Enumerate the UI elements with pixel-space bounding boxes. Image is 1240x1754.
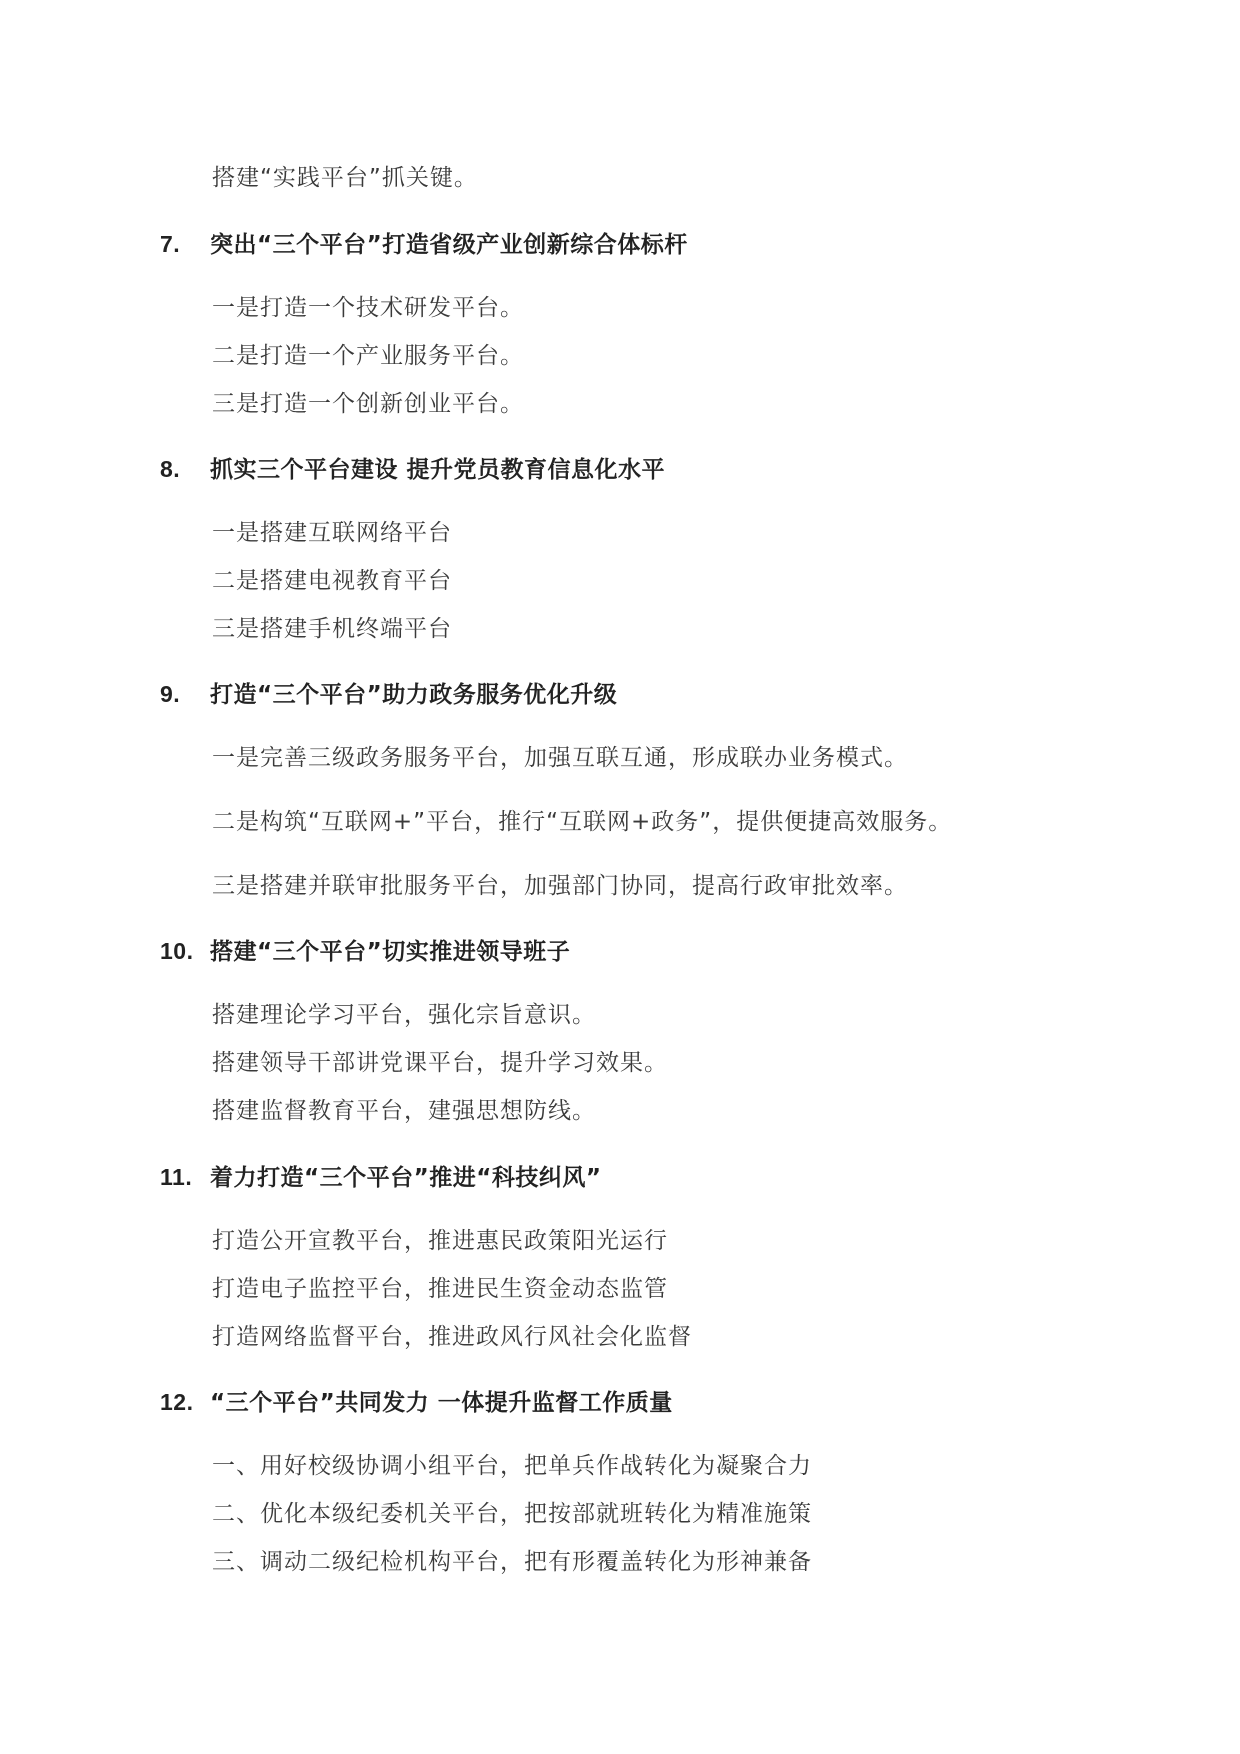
body-line: 搭建领导干部讲党课平台，提升学习效果。: [212, 1050, 668, 1076]
body-line: 三、调动二级纪检机构平台，把有形覆盖转化为形神兼备: [212, 1549, 812, 1575]
body-line: 搭建“实践平台”抓关键。: [212, 165, 478, 191]
body-line: 三是打造一个创新创业平台。: [212, 391, 524, 417]
section-title: “三个平台”共同发力 一体提升监督工作质量: [210, 1390, 673, 1416]
body-line: 一、用好校级协调小组平台，把单兵作战转化为凝聚合力: [212, 1453, 812, 1479]
section-heading: [160, 679, 617, 710]
body-line: 打造公开宣教平台，推进惠民政策阳光运行: [212, 1228, 668, 1254]
body-line: 二是构筑“互联网+”平台，推行“互联网+政务”，提供便捷高效服务。: [212, 809, 953, 835]
body-line: 二是打造一个产业服务平台。: [212, 343, 524, 369]
body-line: 一是打造一个技术研发平台。: [212, 295, 524, 321]
section-heading: [160, 1387, 673, 1418]
section-number: 9.: [160, 681, 181, 707]
section-heading: [160, 229, 688, 260]
body-line: 三是搭建手机终端平台: [212, 616, 452, 642]
section-heading: [160, 454, 665, 485]
body-line: 搭建监督教育平台，建强思想防线。: [212, 1098, 596, 1124]
section-heading: [160, 936, 570, 967]
section-number: 11.: [160, 1164, 193, 1190]
body-line: 二是搭建电视教育平台: [212, 568, 452, 594]
section-number: 10.: [160, 938, 194, 964]
section-heading: [160, 1162, 601, 1193]
body-line: 打造网络监督平台，推进政风行风社会化监督: [212, 1324, 692, 1350]
body-line: 二、优化本级纪委机关平台，把按部就班转化为精准施策: [212, 1501, 812, 1527]
section-title: 打造“三个平台”助力政务服务优化升级: [210, 682, 618, 708]
section-number: 12.: [160, 1389, 194, 1415]
body-line: 打造电子监控平台，推进民生资金动态监管: [212, 1276, 668, 1302]
body-line: 一是搭建互联网络平台: [212, 520, 452, 546]
section-number: 7.: [160, 231, 181, 257]
body-line: 三是搭建并联审批服务平台，加强部门协同，提高行政审批效率。: [212, 873, 908, 899]
section-number: 8.: [160, 456, 181, 482]
section-title: 突出“三个平台”打造省级产业创新综合体标杆: [210, 232, 688, 258]
section-title: 抓实三个平台建设 提升党员教育信息化水平: [210, 457, 666, 483]
section-title: 搭建“三个平台”切实推进领导班子: [210, 939, 571, 965]
body-line: 搭建理论学习平台，强化宗旨意识。: [212, 1002, 596, 1028]
body-line: 一是完善三级政务服务平台，加强互联互通，形成联办业务模式。: [212, 745, 908, 771]
section-title: 着力打造“三个平台”推进“科技纠风”: [210, 1165, 602, 1191]
